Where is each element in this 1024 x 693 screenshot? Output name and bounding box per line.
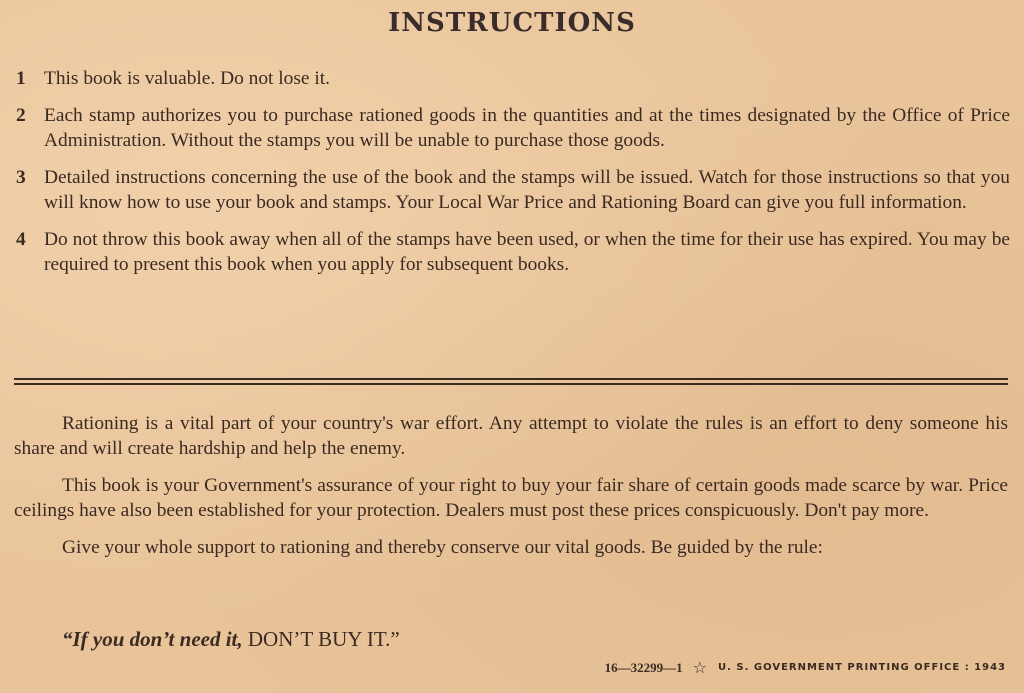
instruction-text: Detailed instructions concerning the use of the book and the stamps will be issued. Watch for those instructions so that you will know how to use your book and stamps. Your Local War Price and Rationing Board can give you full information. (44, 167, 1010, 213)
instruction-item (14, 165, 1010, 215)
body-paragraphs (14, 411, 1008, 572)
quote-lead: “If you don’t need it, (62, 627, 243, 651)
paragraph: This book is your Government's assurance of your right to buy your fair share of certain goods made scarce by war. Price ceilings have also been established for your protection. Dealers must post these prices conspicuously. Don't pay more. (14, 475, 1008, 521)
instruction-number: 3 (16, 167, 26, 188)
page-title: INSTRUCTIONS (388, 8, 636, 38)
form-code: 16—32299—1 (604, 659, 683, 675)
instruction-number: 1 (16, 68, 26, 89)
double-divider (14, 378, 1008, 385)
paragraph: Give your whole support to rationing and thereby conserve our vital goods. Be guided by the rule: (62, 537, 823, 558)
star-icon: ☆ (692, 658, 709, 677)
printer-imprint (605, 658, 1006, 677)
instruction-text: This book is valuable. Do not lose it. (44, 68, 330, 89)
instruction-text: Each stamp authorizes you to purchase rationed goods in the quantities and at the times designated by the Office of Price Administration. Without the stamps you will be unable to purchase those goods. (44, 105, 1010, 151)
printing-office: U. S. GOVERNMENT PRINTING OFFICE : 1943 (718, 662, 1006, 673)
rule-quote (62, 627, 400, 652)
instruction-text: Do not throw this book away when all of the stamps have been used, or when the time for their use has expired. You may be required to present this book when you apply for subsequent books. (44, 229, 1010, 275)
instruction-item (14, 227, 1010, 277)
paragraph: Rationing is a vital part of your country's war effort. Any attempt to violate the rules is an effort to deny someone his share and will create hardship and help the enemy. (14, 413, 1008, 459)
instruction-number: 2 (16, 105, 26, 126)
instruction-number: 4 (16, 229, 26, 250)
instruction-list (14, 66, 1010, 289)
quote-emphasis: DON’T BUY IT.” (247, 627, 400, 651)
instruction-item (14, 66, 1010, 91)
instruction-item (14, 103, 1010, 153)
